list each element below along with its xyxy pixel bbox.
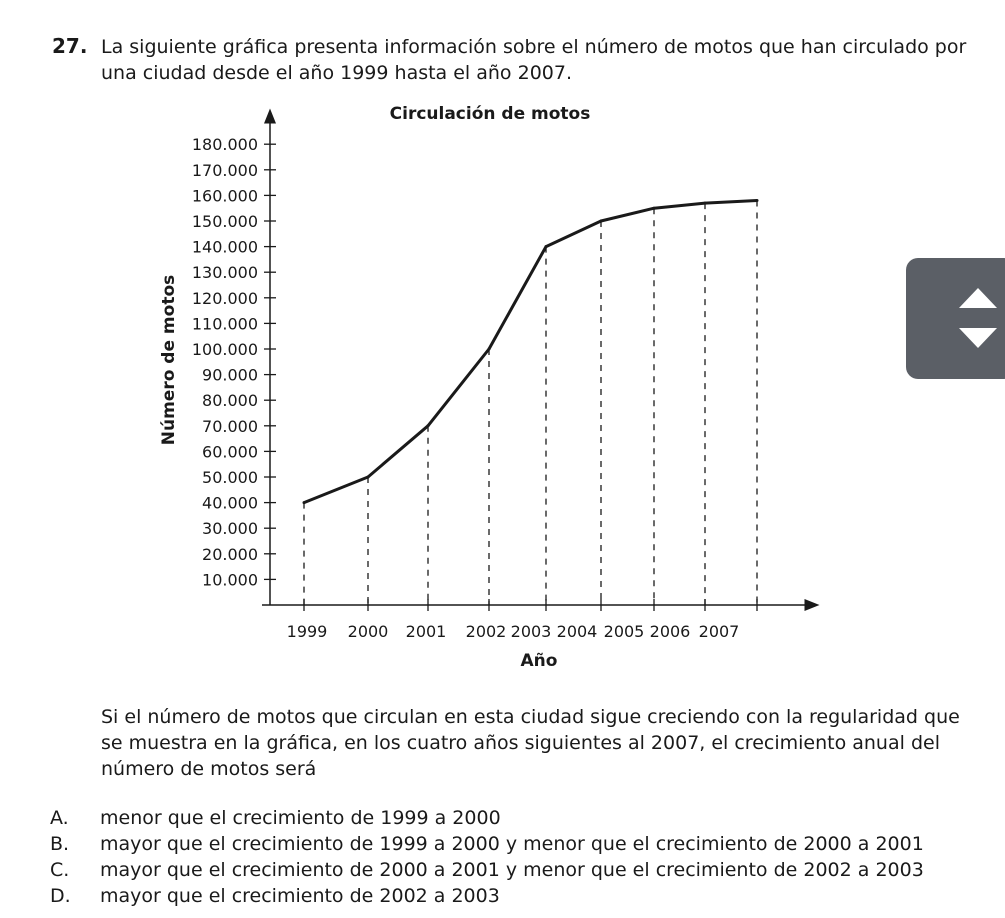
y-tick-label: 100.000 — [191, 340, 258, 359]
question-line: una ciudad desde el año 1999 hasta el año 2007. — [101, 62, 572, 84]
y-tick-label: 160.000 — [191, 186, 258, 206]
chart-title: Circulación de motos — [389, 104, 591, 124]
x-tick-label: 2007 — [698, 622, 740, 641]
data-point — [303, 501, 306, 504]
data-point — [367, 476, 370, 479]
y-tick-label: 60.000 — [202, 442, 258, 462]
y-tick-label: 10.000 — [202, 570, 258, 590]
triangle-down-icon[interactable] — [959, 328, 997, 348]
option-letter: C. — [50, 859, 70, 881]
y-tick-label: 80.000 — [202, 391, 258, 411]
option-letter: B. — [50, 833, 70, 855]
x-tick-label: 2003 — [510, 622, 552, 641]
x-tick-label: 2002 — [465, 622, 507, 641]
data-point — [427, 424, 430, 427]
y-tick-label: 50.000 — [202, 468, 258, 487]
y-tick-label: 170.000 — [191, 160, 258, 180]
stem-line: se muestra en la gráfica, en los cuatro años siguientes al 2007, el crecimiento anual del — [101, 732, 940, 754]
triangle-up-icon[interactable] — [959, 288, 997, 308]
x-axis-label: Año — [520, 651, 558, 671]
question-number: 27. — [52, 34, 88, 58]
x-tick-label: 2006 — [649, 622, 691, 641]
y-tick-label: 40.000 — [202, 493, 258, 513]
question-stem — [101, 704, 961, 782]
data-point — [600, 220, 603, 223]
stem-line: Si el número de motos que circulan en esta ciudad sigue creciendo con la regularidad que — [101, 706, 960, 728]
series-line — [304, 201, 757, 503]
option-letter: A. — [50, 807, 69, 829]
stem-line: número de motos será — [101, 758, 317, 780]
y-tick-label: 90.000 — [202, 365, 258, 385]
y-tick-label: 150.000 — [191, 212, 258, 231]
x-tick-label: 2000 — [347, 622, 389, 641]
data-point — [488, 348, 491, 351]
data-point — [545, 245, 548, 248]
option-letter: D. — [50, 885, 71, 907]
option-c[interactable] — [50, 857, 924, 883]
option-d[interactable] — [50, 883, 924, 909]
option-a[interactable] — [50, 805, 924, 831]
x-tick-label: 2004 — [556, 622, 598, 641]
y-tick-label: 180.000 — [191, 135, 258, 155]
y-tick-label: 130.000 — [191, 263, 258, 283]
answer-options — [50, 805, 924, 909]
y-tick-label: 30.000 — [202, 519, 258, 539]
x-tick-label: 2005 — [603, 622, 645, 641]
x-tick-label: 1999 — [286, 622, 328, 641]
data-point — [704, 202, 707, 205]
question-line: La siguiente gráfica presenta información sobre el número de motos que han circulado por — [101, 36, 967, 58]
option-text: mayor que el crecimiento de 2000 a 2001 y menor que el crecimiento de 2002 a 2003 — [100, 859, 924, 881]
y-tick-label: 70.000 — [202, 416, 258, 436]
y-tick-label: 140.000 — [191, 237, 258, 257]
option-b[interactable] — [50, 831, 924, 857]
y-tick-label: 20.000 — [202, 544, 258, 564]
option-text: menor que el crecimiento de 1999 a 2000 — [100, 807, 501, 829]
data-point — [756, 199, 759, 202]
scroll-control — [906, 258, 1005, 379]
y-tick-label: 110.000 — [191, 314, 258, 334]
option-text: mayor que el crecimiento de 1999 a 2000 y menor que el crecimiento de 2000 a 2001 — [100, 833, 924, 855]
data-point — [653, 207, 656, 210]
option-text: mayor que el crecimiento de 2002 a 2003 — [100, 885, 500, 907]
x-tick-label: 2001 — [405, 622, 447, 641]
y-tick-label: 120.000 — [191, 288, 258, 308]
y-axis-label: Número de motos — [159, 274, 179, 446]
